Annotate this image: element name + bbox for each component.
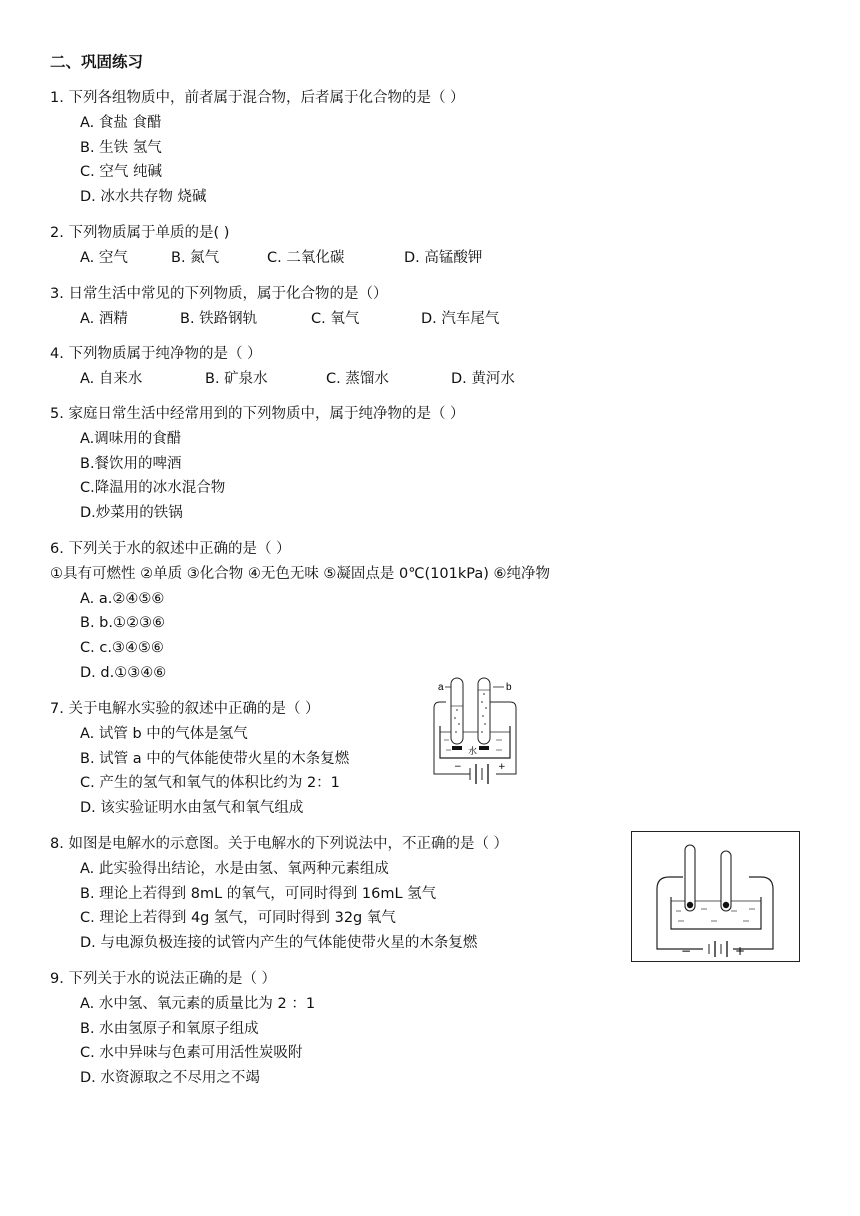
option-d: D. 与电源负极连接的试管内产生的气体能使带火星的木条复燃 [80,935,478,952]
option-b: B. 矿泉水 [205,370,268,387]
option-b: B. 氮气 [171,249,220,266]
question-stem: 2. 下列物质属于单质的是( ) [50,225,230,241]
question-2 [50,221,482,271]
option-c: C.降温用的冰水混合物 [80,480,226,497]
option-c: C. 二氧化碳 [267,249,345,266]
question-7 [50,697,349,821]
question-5 [50,402,465,526]
electrolysis-diagram-1 [424,674,529,796]
option-a: A. 空气 [80,249,128,266]
option-c: C. 氧气 [311,310,360,327]
option-b: B. 生铁 氢气 [80,139,162,156]
question-9 [50,967,315,1091]
option-d: D. d.①③④⑥ [80,664,167,681]
question-stem: 1. 下列各组物质中，前者属于混合物，后者属于化合物的是（ ） [50,90,465,106]
option-a: A. 自来水 [80,370,143,387]
option-c: C. c.③④⑤⑥ [80,640,164,657]
option-a: A.调味用的食醋 [80,430,182,447]
question-stem: 9. 下列关于水的说法正确的是（ ） [50,971,277,987]
question-stem: 5. 家庭日常生活中经常用到的下列物质中，属于纯净物的是（ ） [50,406,465,422]
statement-list: ①具有可燃性 ②单质 ③化合物 ④无色无味 ⑤凝固点是 0℃(101kPa) ⑥纯净物 [50,565,551,582]
question-stem: 3. 日常生活中常见的下列物质，属于化合物的是（） [50,286,388,302]
option-b: B.餐饮用的啤酒 [80,455,182,472]
option-c: C. 水中异味与色素可用活性炭吸附 [80,1045,303,1062]
question-6 [50,537,550,686]
option-d: D.炒菜用的铁锅 [80,505,183,522]
question-8 [50,832,508,956]
question-stem: 8. 如图是电解水的示意图。关于电解水的下列说法中，不正确的是（ ） [50,836,509,852]
label-b: b [506,682,512,693]
section-title: 二、巩固练习 [50,53,144,71]
option-c: C. 理论上若得到 4g 氢气，可同时得到 32g 氧气 [80,910,396,927]
option-d: D. 冰水共存物 烧碱 [80,189,207,206]
option-d: D. 水资源取之不尽用之不竭 [80,1070,260,1087]
option-b: B. 水由氢原子和氧原子组成 [80,1020,259,1037]
option-c: C. 蒸馏水 [326,370,389,387]
options-row [50,367,515,392]
option-c: C. 空气 纯碱 [80,164,162,181]
option-a: A. a.②④⑤⑥ [80,590,165,607]
option-b: B. 铁路钢轨 [180,310,258,327]
question-stem: 6. 下列关于水的叙述中正确的是（ ） [50,541,291,557]
option-c: C. 产生的氢气和氧气的体积比约为 2：1 [80,775,340,792]
minus-sign: − [454,762,462,772]
label-water: 水 [468,747,478,757]
plus-sign: + [735,944,746,958]
option-a: A. 试管 b 中的气体是氢气 [80,725,248,742]
question-stem: 4. 下列物质属于纯净物的是（ ） [50,346,262,362]
option-d: D. 高锰酸钾 [404,249,483,266]
question-4 [50,342,515,392]
option-a: A. 水中氢、氧元素的质量比为 2 ：1 [80,995,316,1012]
options-row [50,246,482,271]
option-a: A. 食盐 食醋 [80,114,162,131]
minus-sign: − [681,944,692,958]
question-1 [50,86,465,210]
options-row [50,307,499,332]
option-b: B. 试管 a 中的气体能使带火星的木条复燃 [80,750,350,767]
label-a: a [438,682,444,693]
option-b: B. b.①②③⑥ [80,615,165,632]
plus-sign: + [498,762,506,772]
option-d: D. 黄河水 [451,370,515,387]
option-a: A. 酒精 [80,310,128,327]
question-stem: 7. 关于电解水实验的叙述中正确的是（ ） [50,701,320,717]
electrolysis-diagram-2 [631,831,801,963]
option-d: D. 该实验证明水由氢气和氧气组成 [80,800,304,817]
option-d: D. 汽车尾气 [421,310,500,327]
question-3 [50,282,499,332]
option-a: A. 此实验得出结论，水是由氢、氧两种元素组成 [80,860,389,877]
option-b: B. 理论上若得到 8mL 的氧气，可同时得到 16mL 氢气 [80,885,437,902]
